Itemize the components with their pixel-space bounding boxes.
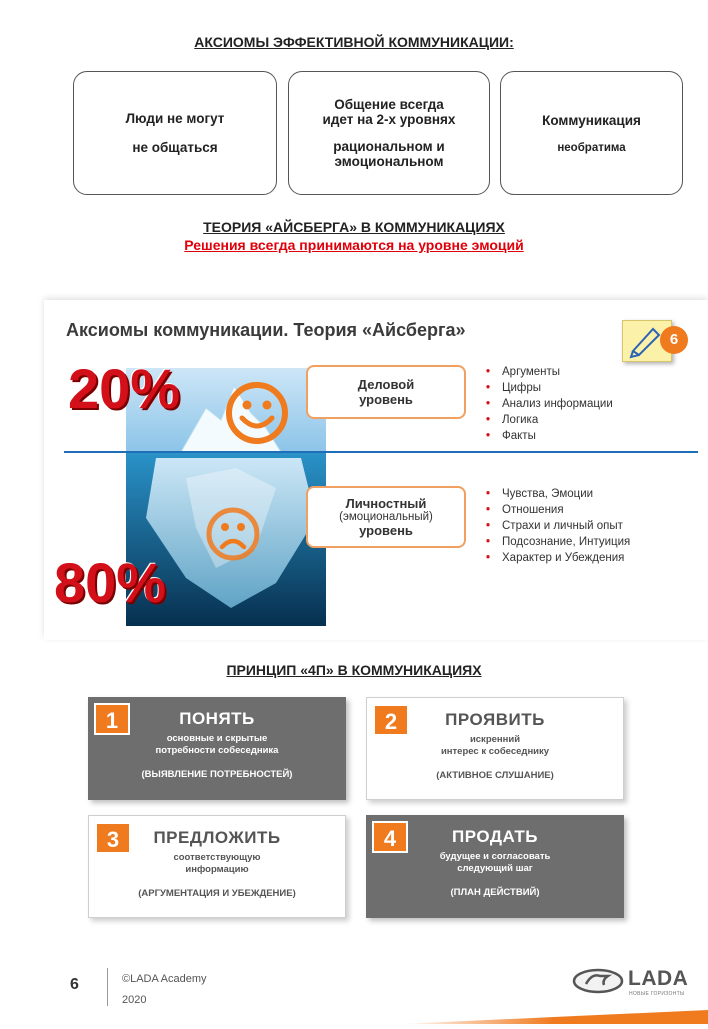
- list-item: • Страхи и личный опыт: [482, 518, 630, 534]
- iceberg-slide: [44, 300, 708, 640]
- page-number: 6: [70, 976, 79, 993]
- slide-title: Аксиомы коммуникации. Теория «Айсберга»: [66, 320, 466, 340]
- axiom-2-line4: эмоциональном: [334, 154, 444, 169]
- principle-card-4: [366, 815, 624, 918]
- card-desc-line1: основные и скрытые: [166, 733, 268, 744]
- card-number: 4: [372, 821, 408, 853]
- list-item: • Подсознание, Интуиция: [482, 534, 630, 550]
- iceberg-subheading: Решения всегда принимаются на уровне эмоций: [184, 237, 524, 253]
- lada-brand: LADA: [628, 967, 689, 990]
- axiom-2-line1: Общение всегда: [334, 97, 444, 112]
- list-item: • Чувства, Эмоции: [482, 486, 630, 502]
- list-item: • Анализ информации: [482, 396, 613, 412]
- business-level-callout: [306, 365, 466, 419]
- list-item: • Аргументы: [482, 364, 613, 380]
- card-number: 2: [373, 704, 409, 736]
- card-number: 3: [95, 822, 131, 854]
- list-item: • Логика: [482, 412, 613, 428]
- axiom-2-line2: идет на 2-х уровнях: [322, 112, 456, 127]
- emotional-list: [482, 486, 630, 566]
- principle-card-1: [88, 697, 346, 800]
- lada-logo-icon: [572, 968, 624, 999]
- card-note: (ВЫЯВЛЕНИЕ ПОТРЕБНОСТЕЙ): [141, 769, 293, 780]
- business-level-line2: уровень: [359, 392, 413, 407]
- smile-icon: [224, 380, 290, 451]
- business-level-line1: Деловой: [357, 377, 415, 392]
- personal-level-line2: (эмоциональный): [339, 511, 433, 523]
- list-item: • Отношения: [482, 502, 630, 518]
- personal-level-line3: уровень: [359, 523, 413, 538]
- axiom-box-3: [500, 71, 683, 195]
- card-desc-line2: следующий шаг: [457, 863, 533, 874]
- principle-heading: ПРИНЦИП «4П» В КОММУНИКАЦИЯХ: [226, 662, 482, 678]
- axiom-box-1: [73, 71, 277, 195]
- card-title: ПРЕДЛОЖИТЬ: [153, 828, 281, 847]
- principle-card-3: [88, 815, 346, 918]
- axiom-3-line2: необратима: [557, 141, 626, 154]
- card-note: (ПЛАН ДЕЙСТВИЙ): [450, 887, 540, 898]
- footer-divider: [107, 968, 108, 1006]
- sad-face-icon: [204, 505, 262, 568]
- axiom-1-line2: не общаться: [132, 140, 218, 155]
- card-desc-line1: будущее и согласовать: [439, 851, 551, 862]
- axioms-heading: АКСИОМЫ ЭФФЕКТИВНОЙ КОММУНИКАЦИИ:: [194, 34, 514, 50]
- rational-list: [482, 364, 613, 444]
- card-note: (АРГУМЕНТАЦИЯ И УБЕЖДЕНИЕ): [138, 888, 296, 899]
- card-title: ПРОДАТЬ: [452, 827, 538, 846]
- principle-card-2: [366, 697, 624, 800]
- orange-accent-stripe: [400, 1010, 708, 1024]
- waterline: [64, 451, 698, 453]
- card-desc-line1: искренний: [469, 734, 521, 745]
- footer-copyright: ©LADA Academy: [122, 973, 207, 985]
- list-item: • Цифры: [482, 380, 613, 396]
- slide-badge: 6: [660, 326, 688, 354]
- card-number: 1: [94, 703, 130, 735]
- card-desc-line2: информацию: [185, 864, 249, 875]
- footer-year: 2020: [122, 994, 147, 1006]
- personal-level-callout: [306, 486, 466, 548]
- card-title: ПРОЯВИТЬ: [445, 710, 545, 729]
- list-item: • Характер и Убеждения: [482, 550, 630, 566]
- bottom-percent: 80%: [54, 551, 167, 614]
- axiom-1-line1: Люди не могут: [125, 111, 225, 126]
- iceberg-heading: ТЕОРИЯ «АЙСБЕРГА» В КОММУНИКАЦИЯХ: [203, 219, 505, 235]
- top-percent: 20%: [68, 357, 181, 420]
- card-desc-line2: потребности собеседника: [155, 745, 279, 756]
- personal-level-line1: Личностный: [345, 496, 427, 511]
- axiom-box-2: [288, 71, 490, 195]
- list-item: • Факты: [482, 428, 613, 444]
- axiom-3-line1: Коммуникация: [542, 112, 641, 128]
- axiom-2-line3: рациональном и: [333, 139, 445, 154]
- card-desc-line2: интерес к собеседнику: [440, 746, 550, 757]
- card-desc-line1: соответствующую: [173, 852, 261, 863]
- card-note: (АКТИВНОЕ СЛУШАНИЕ): [436, 770, 554, 781]
- card-title: ПОНЯТЬ: [179, 709, 255, 728]
- lada-brand-sub: НОВЫЕ ГОРИЗОНТЫ: [629, 991, 685, 997]
